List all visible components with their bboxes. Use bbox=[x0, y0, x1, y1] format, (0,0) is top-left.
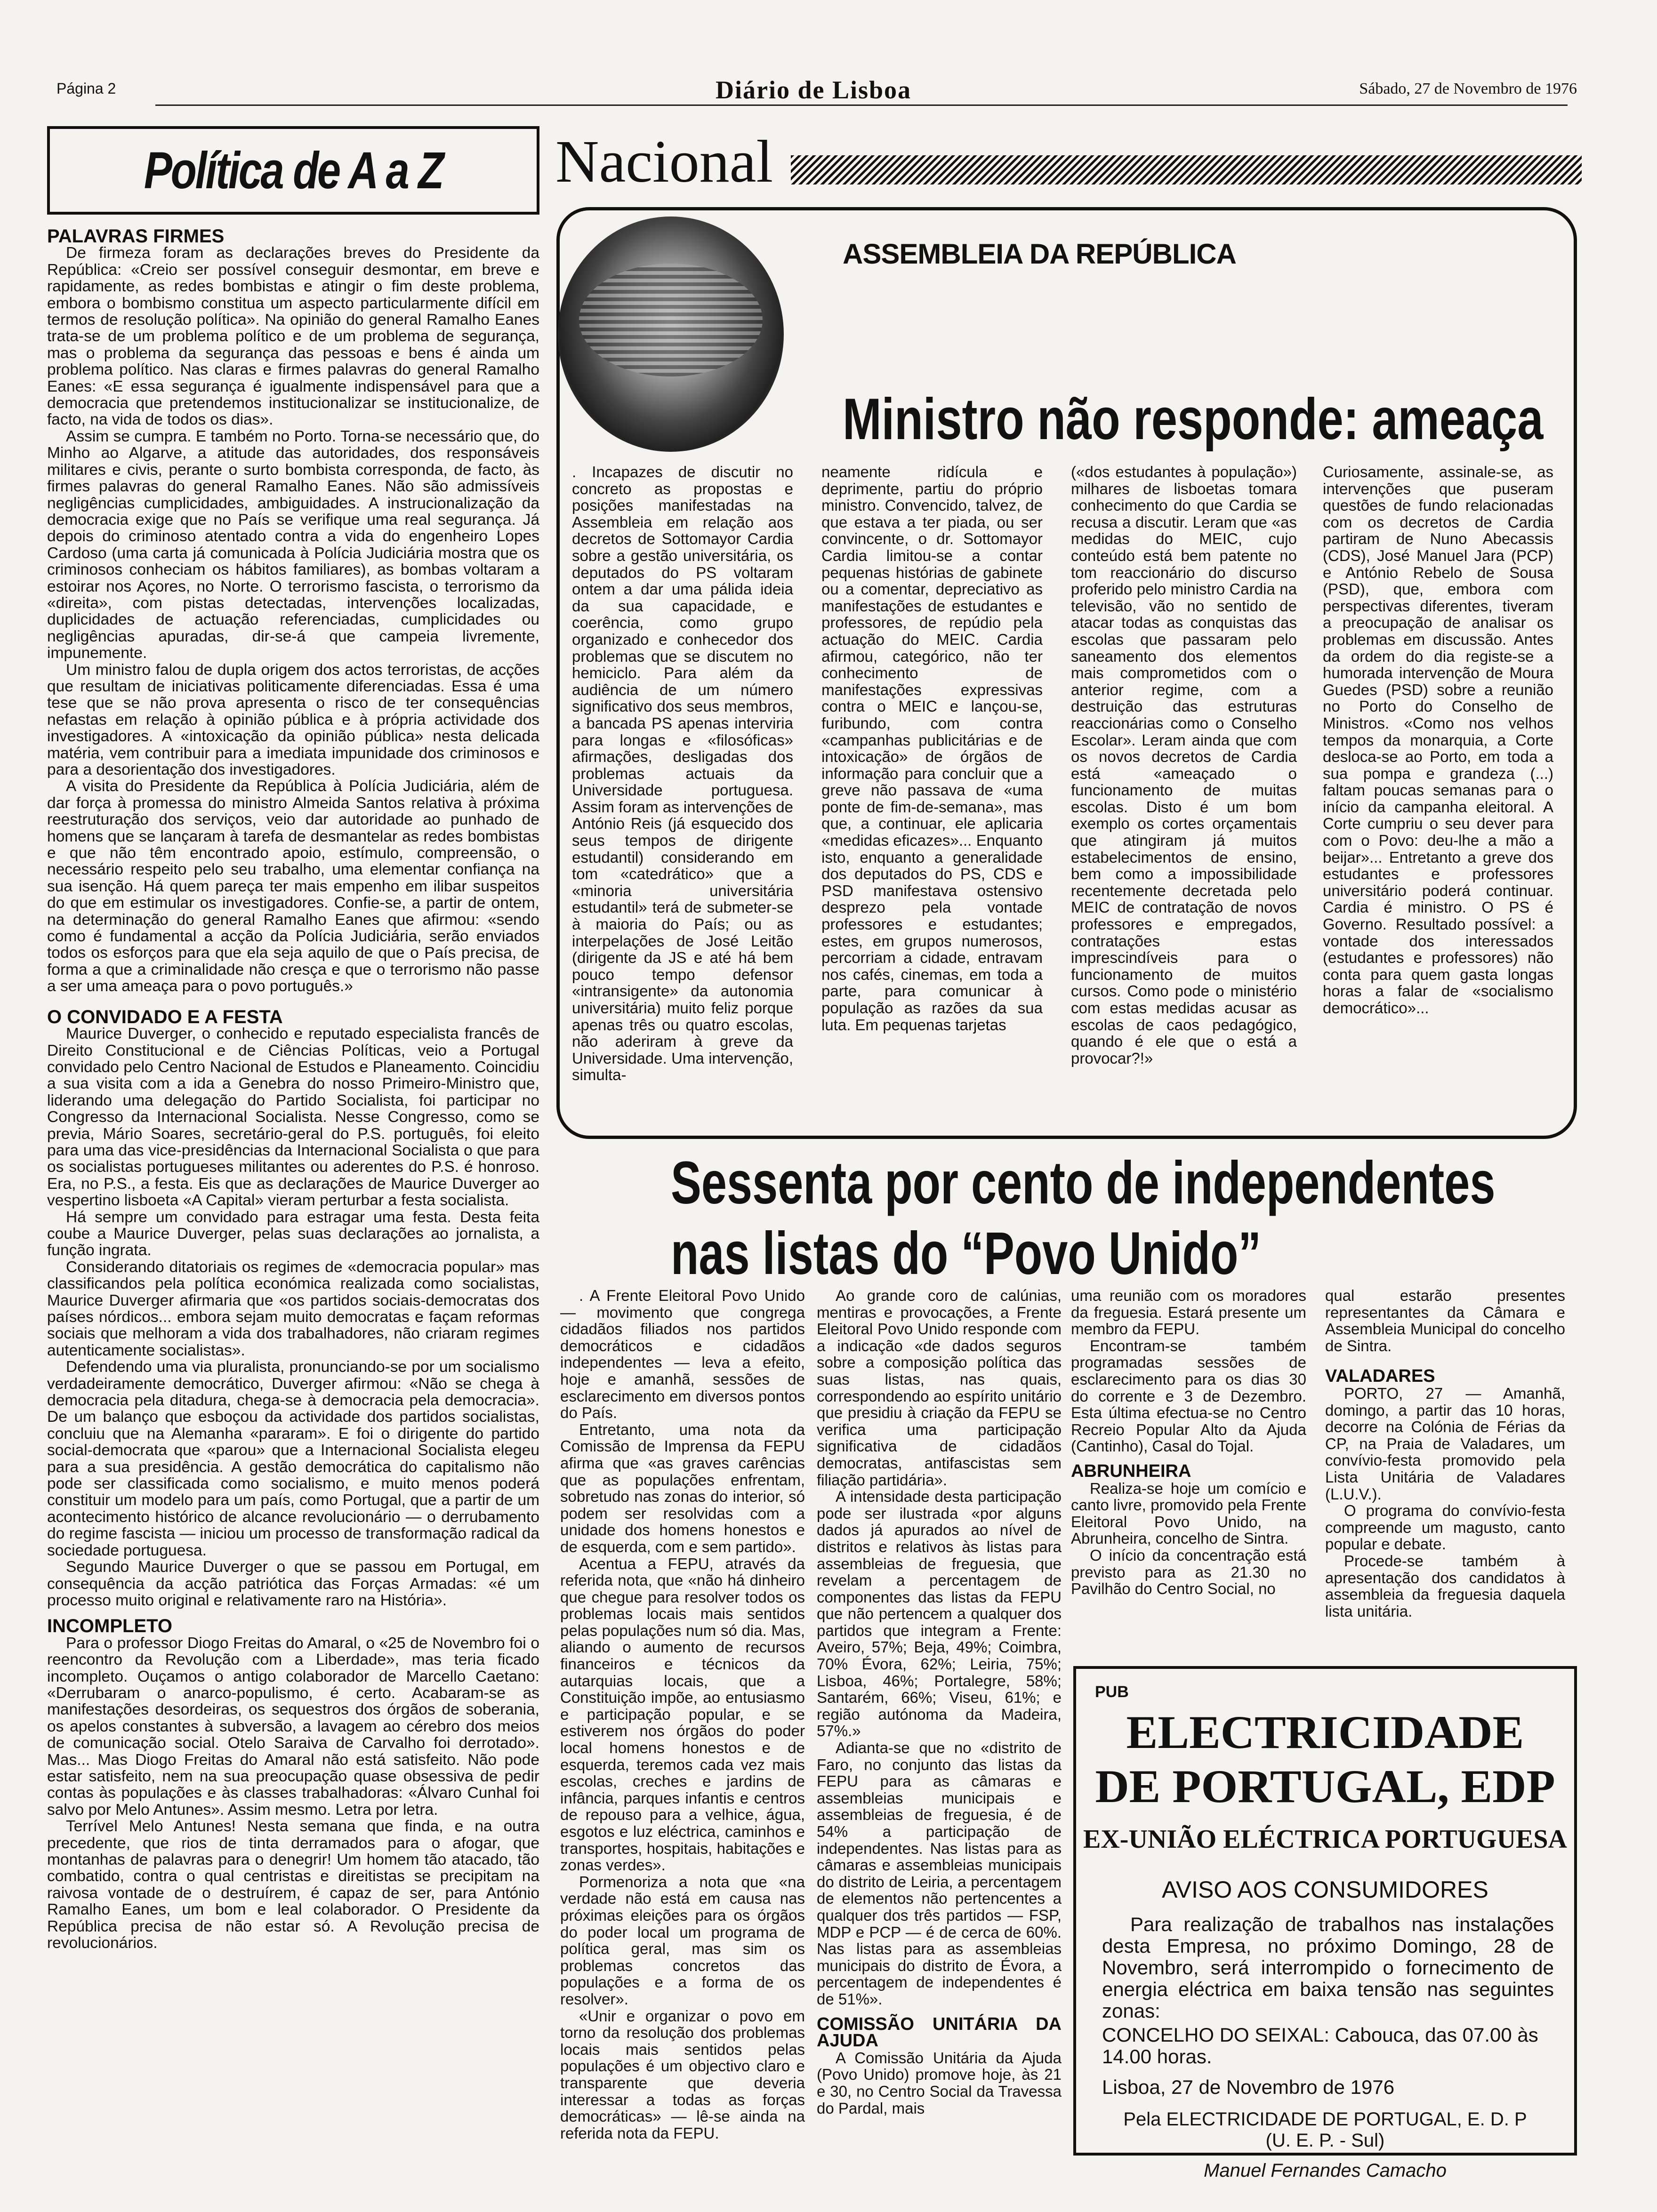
az-banner bbox=[47, 126, 539, 215]
fepu-column-3 bbox=[1071, 1287, 1306, 1645]
section-heading-comissao: COMISSÃO UNITÁRIA DA AJUDA bbox=[817, 2014, 1062, 2051]
az-banner-title: Política de A a Z bbox=[144, 141, 443, 200]
assembleia-column-1: . Incapazes de discutir no concreto as propostas e posições manifestadas na Assembleia em relação aos decretos de Sottomayor Cardia sobre a gestão universitária, os deputados do PS voltaram ontem a dar uma pálida ideia da sua capacidade, e coerência, como grupo organizado e conhecedor dos problemas que se discutem no hemiciclo. Para além da audiência de um número significativo dos seus membros, a bancada PS apenas interviria para longas e «filosóficas» afirmações, desligadas dos problemas actuais da Universidade portuguesa. Assim foram as intervenções de António Reis (já esquecido dos seus tempos de dirigente estudantil) considerando em tom «catedrático» que a «minoria universitária estudantil» terá de submeter-se à maioria do País; ou as interpelações de José Leitão (dirigente da JS e até há bem pouco tempo defensor «intransigente» da autonomia universitária) muito feliz porque apenas três ou quatro escolas, não aderiram à greve da Universidade. Uma intervenção, simulta- bbox=[572, 464, 793, 1084]
paragraph: «Unir e organizar o povo em torno da resolução dos problemas locais mais sentidos pelas populações é um objectivo claro e transparente que deveria interessar a todas as forças democráticas» — lê-se ainda na referida nota da FEPU. bbox=[560, 2007, 805, 2142]
ad-signature-name: Manuel Fernandes Camacho bbox=[1204, 2160, 1447, 2181]
section-title-nacional: Nacional bbox=[555, 128, 773, 195]
assembleia-column-4: Curiosamente, assinale-se, as intervenções que puseram questões de fundo relacionadas com os decretos de Cardia partiram de Nuno Abecassis (CDS), José Manuel Jara (PCP) e António Rebelo de Sousa (PSD), que, embora com perspectivas diferentes, tiveram a preocupação de analisar os problemas em discussão. Antes da ordem do dia registe-se a humorada intervenção de Moura Guedes (PSD) sobre a reunião no Porto do Conselho de Ministros. «Como nos velhos tempos da monarquia, a Corte desloca-se ao Porto, em toda a sua pompa e grandeza (...) faltam poucas semanas para o início da campanha eleitoral. A Corte cumpriu o seu dever para com o Povo: deu-lhe a mão a beijar»... Entretanto a greve dos estudantes e professores universitário poderá continuar. Cardia é ministro. O PS é Governo. Resultado possível: a vontade dos interessados (estudantes e professores) não conta para quem gasta longas horas a falar de «socialismo democrático»... bbox=[1323, 464, 1553, 1017]
fepu-headline-line-1: Sessenta por cento de independentes bbox=[671, 1149, 1496, 1217]
paragraph: Um ministro falou de dupla origem dos actos terroristas, de acções que resultam de iniciativas politicamente diferenciadas. Essa é uma tese que se não prova apresenta o risco de ter consequências nefastas em relação à opinião pública e à própria actividade dos investigadores. A «intoxicação da opinião pública» nesta delicada matéria, vem contribuir para a imediata impunidade dos criminosos e para a desorientação dos investigadores. bbox=[47, 661, 539, 778]
paragraph: Considerando ditatoriais os regimes de «democracia popular» mas classificandos pela política económica realizada como socialistas, Maurice Duverger afirmaria que «os partidos sociais-democratas dos países nórdicos... embora sejam muito democratas e façam reformas sociais que melhoram a vida dos trabalhadores, não criaram regimes autenticamente socialistas». bbox=[47, 1258, 539, 1359]
paragraph: Há sempre um convidado para estragar uma festa. Desta feita coube a Maurice Duverger, pelas suas declarações ao jornalista, a função ingrata. bbox=[47, 1208, 539, 1259]
paragraph: Procede-se também à apresentação dos candidatos à assembleia da freguesia daquela lista unitária. bbox=[1325, 1552, 1565, 1620]
paragraph: A intensidade desta participação pode ser ilustrada «por alguns dados já apurados ao nível de distritos e relativos às listas para assembleias de freguesia, que revelam a percentagem de componentes das listas da FEPU que não pertencem a qualquer dos partidos que integram a Frente: Aveiro, 57%; Beja, 49%; Coimbra, 70% Évora, 62%; Leiria, 75%; Lisboa, 46%; Portalegre, 58%; Santarém, 66%; Viseu, 61%; e região autónoma da Madeira, 57%.» bbox=[817, 1488, 1062, 1740]
paragraph: Terrível Melo Antunes! Nesta semana que finda, e na outra precedente, que rios de tinta derramados para o afogar, que montanhas de palavras para o denegrir! Um homem tão atacado, tão combatido, contra o qual centristas e direitistas se precipitam na raivosa vontade de o destruírem, é capaz de ser, para António Ramalho Eanes, um bom e leal colaborador. O Presidente da República precisa de não estar só. A Revolução precisa de revolucionários. bbox=[47, 1818, 539, 1952]
ad-title-line-2: DE PORTUGAL, EDP bbox=[1095, 1760, 1555, 1812]
fepu-column-4 bbox=[1325, 1287, 1565, 1645]
paragraph: Assim se cumpra. E também no Porto. Torna-se necessário que, do Minho ao Algarve, a atitude das autoridades, dos responsáveis militares e civis, perante o surto bombista corresponda, de facto, às firmes palavras do general Ramalho Eanes. Não são admissíveis negligências cumplicidades, ambiguidades. A instrucionalização da democracia exige que no País se verifique uma real segurança. Já depois do criminoso atentado contra a vida do engenheiro Lopes Cardoso (uma carta já comunicada à Polícia Judiciária mostra que os criminosos conheciam os hábitos familiares), as bombas voltaram a estoirar nos Açores, no Norte. O terrorismo fascista, o terrorismo da «direita», com pistas detectadas, intervenções localizadas, duplicidades de actuação referenciadas, cumplicidades ou negligências apuradas, dir-se-á que campeia livremente, impunemente. bbox=[47, 427, 539, 662]
newspaper-title: Diário de Lisboa bbox=[716, 76, 912, 104]
paragraph: A Comissão Unitária da Ajuda (Povo Unido) promove hoje, às 21 e 30, no Centro Social da Travessa do Pardal, mais bbox=[817, 2049, 1062, 2117]
ad-zone: CONCELHO DO SEIXAL: Cabouca, das 07.00 às 14.00 horas. bbox=[1102, 2024, 1538, 2068]
paragraph: qual estarão presentes representantes da Câmara e Assembleia Municipal do concelho de Sintra. bbox=[1325, 1287, 1565, 1354]
fepu-column-1 bbox=[560, 1287, 805, 2181]
paragraph: Pormenoriza a nota que «na verdade não está em causa nas próximas eleições para os órgãos do poder local um programa de política geral, mas sim os problemas concretos das populações e a forma de os resolver». bbox=[560, 1873, 805, 2008]
assembleia-column-2: neamente ridícula e deprimente, partiu do próprio ministro. Convencido, talvez, de que estava a ter piada, ou ser convincente, o dr. Sottomayor Cardia limitou-se a contar pequenas histórias de gabinete ou a comentar, depreciativo as manifestações de estudantes e professores, de repúdio pela actuação do MEIC. Cardia afirmou, categórico, não ter conhecimento de manifestações expressivas contra o MEIC e lançou-se, furibundo, com contra «campanhas publicitárias e de intoxicação» de órgãos de informação para concluir que a greve não passava de «uma ponte de fim-de-semana», mas que, a continuar, ele aplicaria «medidas eficazes»... Enquanto isto, enquanto a generalidade dos deputados do PS, CDS e PSD manifestava ostensivo desprezo pela vontade professores e estudantes; estes, em grupos numerosos, percorriam a cidade, entravam nos cafés, cinemas, em toda a parte, para comunicar à população as razões da sua luta. Em pequenas tarjetas bbox=[821, 464, 1043, 1034]
edp-advertisement bbox=[1073, 1666, 1577, 2156]
ad-title-line-1: ELECTRICIDADE bbox=[1126, 1706, 1524, 1758]
paragraph: Segundo Maurice Duverger o que se passou em Portugal, em consequência da acção patriótica das Forças Armadas: «é um processo muito original e relativamente raro na História». bbox=[47, 1558, 539, 1609]
paragraph: Para o professor Diogo Freitas do Amaral, o «25 de Novembro foi o reencontro da Revolução com a Liberdade», mas teria ficado incompleto. Ouçamos o antigo colaborador de Marcello Caetano: «Derrubaram o anarco-populismo, é certo. Acabaram-se as manifestações desordeiras, os sequestros dos órgãos de soberania, os apelos constantes à subversão, a lavagem ao cérebro dos meios de comunicação social. Otelo Saraiva de Carvalho foi derrotado». Mas... Mas Diogo Freitas do Amaral não está satisfeito. Não pode estar satisfeito, nem na sua preocupação quase obsessiva de pedir contas às populações e às classes trabalhadoras: «Álvaro Cunhal foi salvo por Melo Antunes». Assim mesmo. Letra por letra. bbox=[47, 1634, 539, 1819]
section-heading-incompleto: INCOMPLETO bbox=[47, 1616, 172, 1637]
ad-signoff-line-1: Pela ELECTRICIDADE DE PORTUGAL, E. D. P bbox=[1123, 2109, 1527, 2130]
section-heading-valadares: VALADARES bbox=[1325, 1366, 1435, 1387]
paragraph: Adianta-se que no «distrito de Faro, no conjunto das listas da FEPU para as câmaras e assembleias municipais e assembleias de freguesia, é de 54% a participação de independentes. Nas listas para as câmaras e assembleias municipais do distrito de Leiria, a percentagem de elementos não pertencentes a qualquer dos três partidos — FSP, MDP e PCP — é de cerca de 60%. Nas listas para as assembleias municipais do distrito de Évora, a percentagem de independentes é de 51%». bbox=[817, 1739, 1062, 2008]
paragraph: Acentua a FEPU, através da referida nota, que «não há dinheiro que chegue para resolver todos os problemas locais mais sentidos pelas populações num só dia. Mas, aliando o aumento de recursos financeiros e técnicos da autarquias locais, que a Constituição impõe, ao entusiasmo e participação popular, e se estiverem nos órgãos do poder local homens honestos e de esquerda, teremos cada vez mais escolas, creches e jardins de infância, parques infantis e centros de repouso para a velhice, água, esgotos e luz eléctrica, caminhos e transportes, hospitais, habitações e zonas verdes». bbox=[560, 1555, 805, 1874]
section-title-hatch bbox=[791, 155, 1582, 184]
paragraph: De firmeza foram as declarações breves do Presidente da República: «Creio ser possível conseguir desmontar, em breve e rapidamente, as redes bombistas e atingir o fim deste problema, embora o bombismo constitua um aspecto particularmente difícil em termos de resolução política». Na opinião do general Ramalho Eanes trata-se de um problema político e de um problema de segurança, mas o problema da segurança das pessoas e bens é ainda um problema político. Nas claras e firmes palavras do general Ramalho Eanes: «E essa segurança é igualmente indispensável para que a democracia que pretendemos institucionalizar se institucionalize, de facto, na vida de todos os dias». bbox=[47, 244, 539, 429]
paragraph: . A Frente Eleitoral Povo Unido — movimento que congrega cidadãos filiados nos partidos democráticos e cidadãos independentes — leva a efeito, hoje e amanhã, sessões de esclarecimento em diversos pontos do País. bbox=[560, 1287, 805, 1422]
section-heading-abrunheira: ABRUNHEIRA bbox=[1071, 1461, 1191, 1481]
ad-signoff-line-2: (U. E. P. - Sul) bbox=[1265, 2130, 1385, 2151]
ad-subtitle: EX-UNIÃO ELÉCTRICA PORTUGUESA bbox=[1083, 1825, 1567, 1854]
ad-date-line: Lisboa, 27 de Novembro de 1976 bbox=[1102, 2076, 1395, 2098]
section-heading-convidado: O CONVIDADO E A FESTA bbox=[47, 1006, 283, 1027]
paragraph: Ao grande coro de calúnias, mentiras e provocações, a Frente Eleitoral Povo Unido responde com a indicação «de dados seguros sobre a composição política das suas listas, nas quais, correspondendo ao espírito unitário que presidiu à criação da FEPU se verifica uma participação significativa de cidadãos democratas, antifascistas sem filiação partidária». bbox=[817, 1287, 1062, 1489]
paragraph: Encontram-se também programadas sessões de esclarecimento para os dias 30 do corrente e 3 de Dezembro. Esta última efectua-se no Centro Recreio Popular Alto da Ajuda (Cantinho), Casal do Tojal. bbox=[1071, 1337, 1306, 1455]
paragraph: Realiza-se hoje um comício e canto livre, promovido pela Frente Eleitoral Povo Unido, na Abrunheira, concelho de Sintra. bbox=[1071, 1479, 1306, 1547]
assembly-photo-seats bbox=[579, 264, 763, 377]
assembleia-headline: Ministro não responde: ameaça bbox=[843, 387, 1544, 452]
paragraph: O programa do convívio-festa compreende um magusto, canto popular e debate. bbox=[1325, 1502, 1565, 1553]
issue-date: Sábado, 27 de Novembro de 1976 bbox=[1359, 80, 1577, 97]
page-number: Página 2 bbox=[56, 80, 116, 97]
paragraph: Defendendo uma via pluralista, pronunciando-se por um socialismo verdadeiramente democrático, Duverger afirmou: «Não se chega à democracia pela ditadura, chega-se à democracia pela democracia». De um balanço que esboçou da actividade dos partidos socialistas, concluiu que na Alemanha «pararam». E foi o dirigente do partido social-democrata que «parou» que a Internacional Socialista elegeu para a sua presidência. A gestão democrática do capitalismo não pode ser classificada como socialismo, e muito menos poderá constituir um modelo para um país, como Portugal, que a partir de um acontecimento histórico de alcance revolucionário — o derrubamento do regime fascista — iniciou um processo de transformação radical da sociedade portuguesa. bbox=[47, 1358, 539, 1559]
ad-notice-heading: AVISO AOS CONSUMIDORES bbox=[1162, 1876, 1488, 1903]
paragraph: O início da concentração está previsto para as 21.30 no Pavilhão do Centro Social, no bbox=[1071, 1546, 1306, 1598]
masthead-rule bbox=[155, 104, 1568, 106]
fepu-column-2 bbox=[817, 1287, 1062, 2181]
paragraph: Entretanto, uma nota da Comissão de Imprensa da FEPU afirma que «as graves carências que as populações enfrentam, sobretudo nas zonas do interior, só podem ser resolvidas com a unidade dos homens honestos e de esquerda, com e sem partido». bbox=[560, 1420, 805, 1555]
assembleia-kicker: ASSEMBLEIA DA REPÚBLICA bbox=[843, 238, 1236, 270]
ad-tag: PUB bbox=[1095, 1683, 1129, 1701]
paragraph: Maurice Duverger, o conhecido e reputado especialista francês de Direito Constitucional e de Ciências Políticas, veio a Portugal convidado pelo Centro Nacional de Estudos e Planeamento. Coincidiu a sua visita com a ida a Genebra do nosso Primeiro-Ministro que, liderando uma delegação do Partido Socialista, foi participar no Congresso da Internacional Socialista. Nesse Congresso, como se previa, Mário Soares, secretário-geral do P.S. português, foi eleito para uma das vice-presidências da Internacional Socialista o que para os socialistas portugueses militantes ou aderentes do P.S. é honroso. Era, no P.S., a festa. Eis que as declarações de Maurice Duverger ao vespertino lisboeta «A Capital» vieram perturbar a festa socialista. bbox=[47, 1025, 539, 1210]
assembleia-column-3: («dos estudantes à população») milhares de lisboetas tomara conhecimento do que Cardia se recusa a discutir. Leram que «as medidas do MEIC, cujo conteúdo está bem patente no tom reaccionário do discurso proferido pelo ministro Cardia na televisão, vão no sentido de atacar todas as conquistas das escolas que passaram pelo saneamento dos elementos mais comprometidos com o anterior regime, com a destruição das estruturas reaccionárias como o Conselho Escolar». Leram ainda que com os novos decretos de Cardia está «ameaçado o funcionamento de muitas escolas. Disto é um bom exemplo os cortes orçamentais que atingiram já muitos estabelecimentos de ensino, bem como a impossibilidade recentemente decretada pelo MEIC de contratação de novos professores e empregados, contratações estas imprescindíveis para o funcionamento de muitos cursos. Como pode o ministério com estas medidas acusar as escolas de caos pedagógico, quando é ele que o está a provocar?!» bbox=[1071, 464, 1297, 1067]
left-column bbox=[47, 228, 539, 2181]
fepu-headline-line-2: nas listas do “Povo Unido” bbox=[671, 1220, 1261, 1287]
paragraph: PORTO, 27 — Amanhã, domingo, a partir das 10 horas, decorre na Colónia de Férias da CP, na Praia de Valadares, um convívio-festa promovido pela Lista Unitária de Valadares (L.U.V.). bbox=[1325, 1384, 1565, 1503]
ad-notice-body: Para realização de trabalhos nas instalações desta Empresa, no próximo Domingo, 28 de Novembro, será interrompido o fornecimento de energia eléctrica em baixa tensão nas seguintes zonas: bbox=[1102, 1913, 1554, 2022]
paragraph: uma reunião com os moradores da freguesia. Estará presente um membro da FEPU. bbox=[1071, 1287, 1306, 1338]
paragraph: A visita do Presidente da República à Polícia Judiciária, além de dar força à promessa do ministro Almeida Santos relativa à próxima reestruturação dos serviços, veio dar autoridade ao punhado de homens que se lançaram à tarefa de desmantelar as redes bombistas e que não têm encontrado apoio, estímulo, compreensão, o necessário respeito pelo seu trabalho, uma elementar confiança na sua isenção. Há quem pareça ter mais empenho em ilibar suspeitos do que em estimular os investigadores. Confie-se, a partir de ontem, na determinação do general Ramalho Eanes que afirmou: «sendo como é fundamental a acção da Polícia Judiciária, serão enviados todos os esforços para que ela seja aquilo de que o País precisa, de forma a que a criminalidade não cresça e que o terrorismo não passe a ser uma ameaça para o povo português.» bbox=[47, 777, 539, 995]
section-heading-palavras-firmes: PALAVRAS FIRMES bbox=[47, 228, 225, 247]
